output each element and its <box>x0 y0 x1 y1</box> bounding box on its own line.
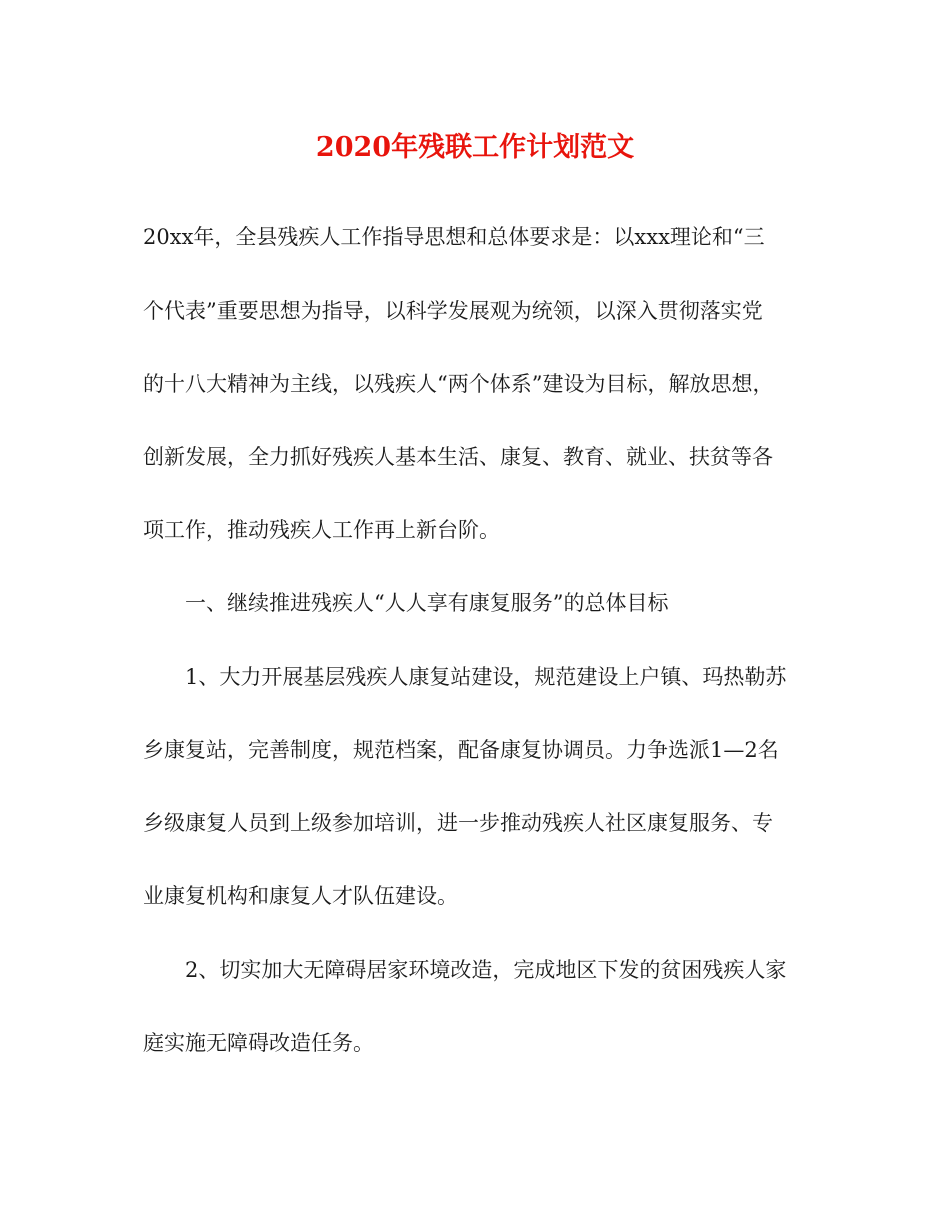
body-line: 业康复机构和康复人才队伍建设。 <box>143 884 458 908</box>
body-line: 个代表”重要思想为指导，以科学发展观为统领，以深入贯彻落实党 <box>143 299 763 323</box>
body-line: 创新发展，全力抓好残疾人基本生活、康复、教育、就业、扶贫等各 <box>143 445 773 469</box>
body-line: 2、切实加大无障碍居家环境改造，完成地区下发的贫困残疾人家 <box>185 958 787 982</box>
document-title: 2020年残联工作计划范文 <box>315 132 635 163</box>
body-line: 项工作，推动残疾人工作再上新台阶。 <box>143 518 500 542</box>
body-line: 庭实施无障碍改造任务。 <box>143 1031 374 1055</box>
section-heading: 一、继续推进残疾人“人人享有康复服务”的总体目标 <box>185 591 669 615</box>
body-line: 乡康复站，完善制度，规范档案，配备康复协调员。力争选派1—2名 <box>143 738 779 762</box>
body-line: 20xx年，全县残疾人工作指导思想和总体要求是：以xxx理论和“三 <box>143 225 765 249</box>
body-line: 1、大力开展基层残疾人康复站建设，规范建设上户镇、玛热勒苏 <box>185 665 787 689</box>
body-line: 乡级康复人员到上级参加培训，进一步推动残疾人社区康复服务、专 <box>143 811 773 835</box>
body-line: 的十八大精神为主线，以残疾人“两个体系”建设为目标，解放思想， <box>143 372 774 396</box>
